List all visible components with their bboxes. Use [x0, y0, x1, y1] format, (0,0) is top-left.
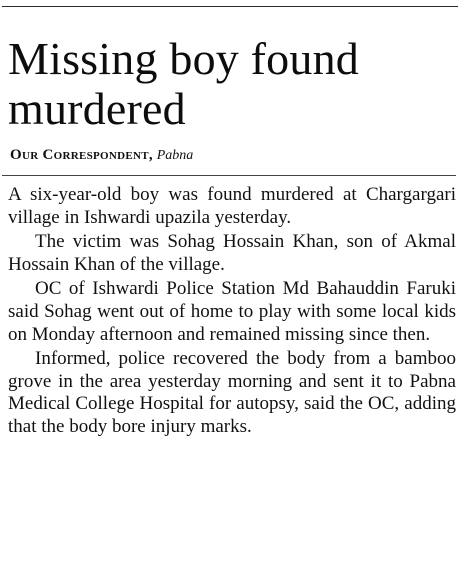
byline-divider — [2, 175, 456, 176]
paragraph: A six-year-old boy was found murdered at Chargargari village in Ishwardi upazila yesterday. — [8, 184, 456, 228]
headline: Missing boy found murdered — [8, 33, 359, 134]
paragraph: OC of Ishwardi Police Station Md Bahauddin Faruki said Sohag went out of home to play with some local kids on Monday afternoon and remained missing since then. — [8, 278, 456, 345]
byline-place: Pabna — [156, 148, 194, 163]
article-body — [8, 184, 456, 439]
byline-author: Our Correspondent, — [10, 147, 153, 163]
byline — [10, 146, 193, 165]
top-rule — [2, 6, 458, 7]
paragraph: Informed, police recovered the body from a bamboo grove in the area yesterday morning and sent it to Pabna Medical College Hospital for autopsy, said the OC, adding that the body bore injury marks. — [8, 348, 456, 437]
paragraph: The victim was Sohag Hossain Khan, son of Akmal Hossain Khan of the village. — [8, 231, 456, 275]
